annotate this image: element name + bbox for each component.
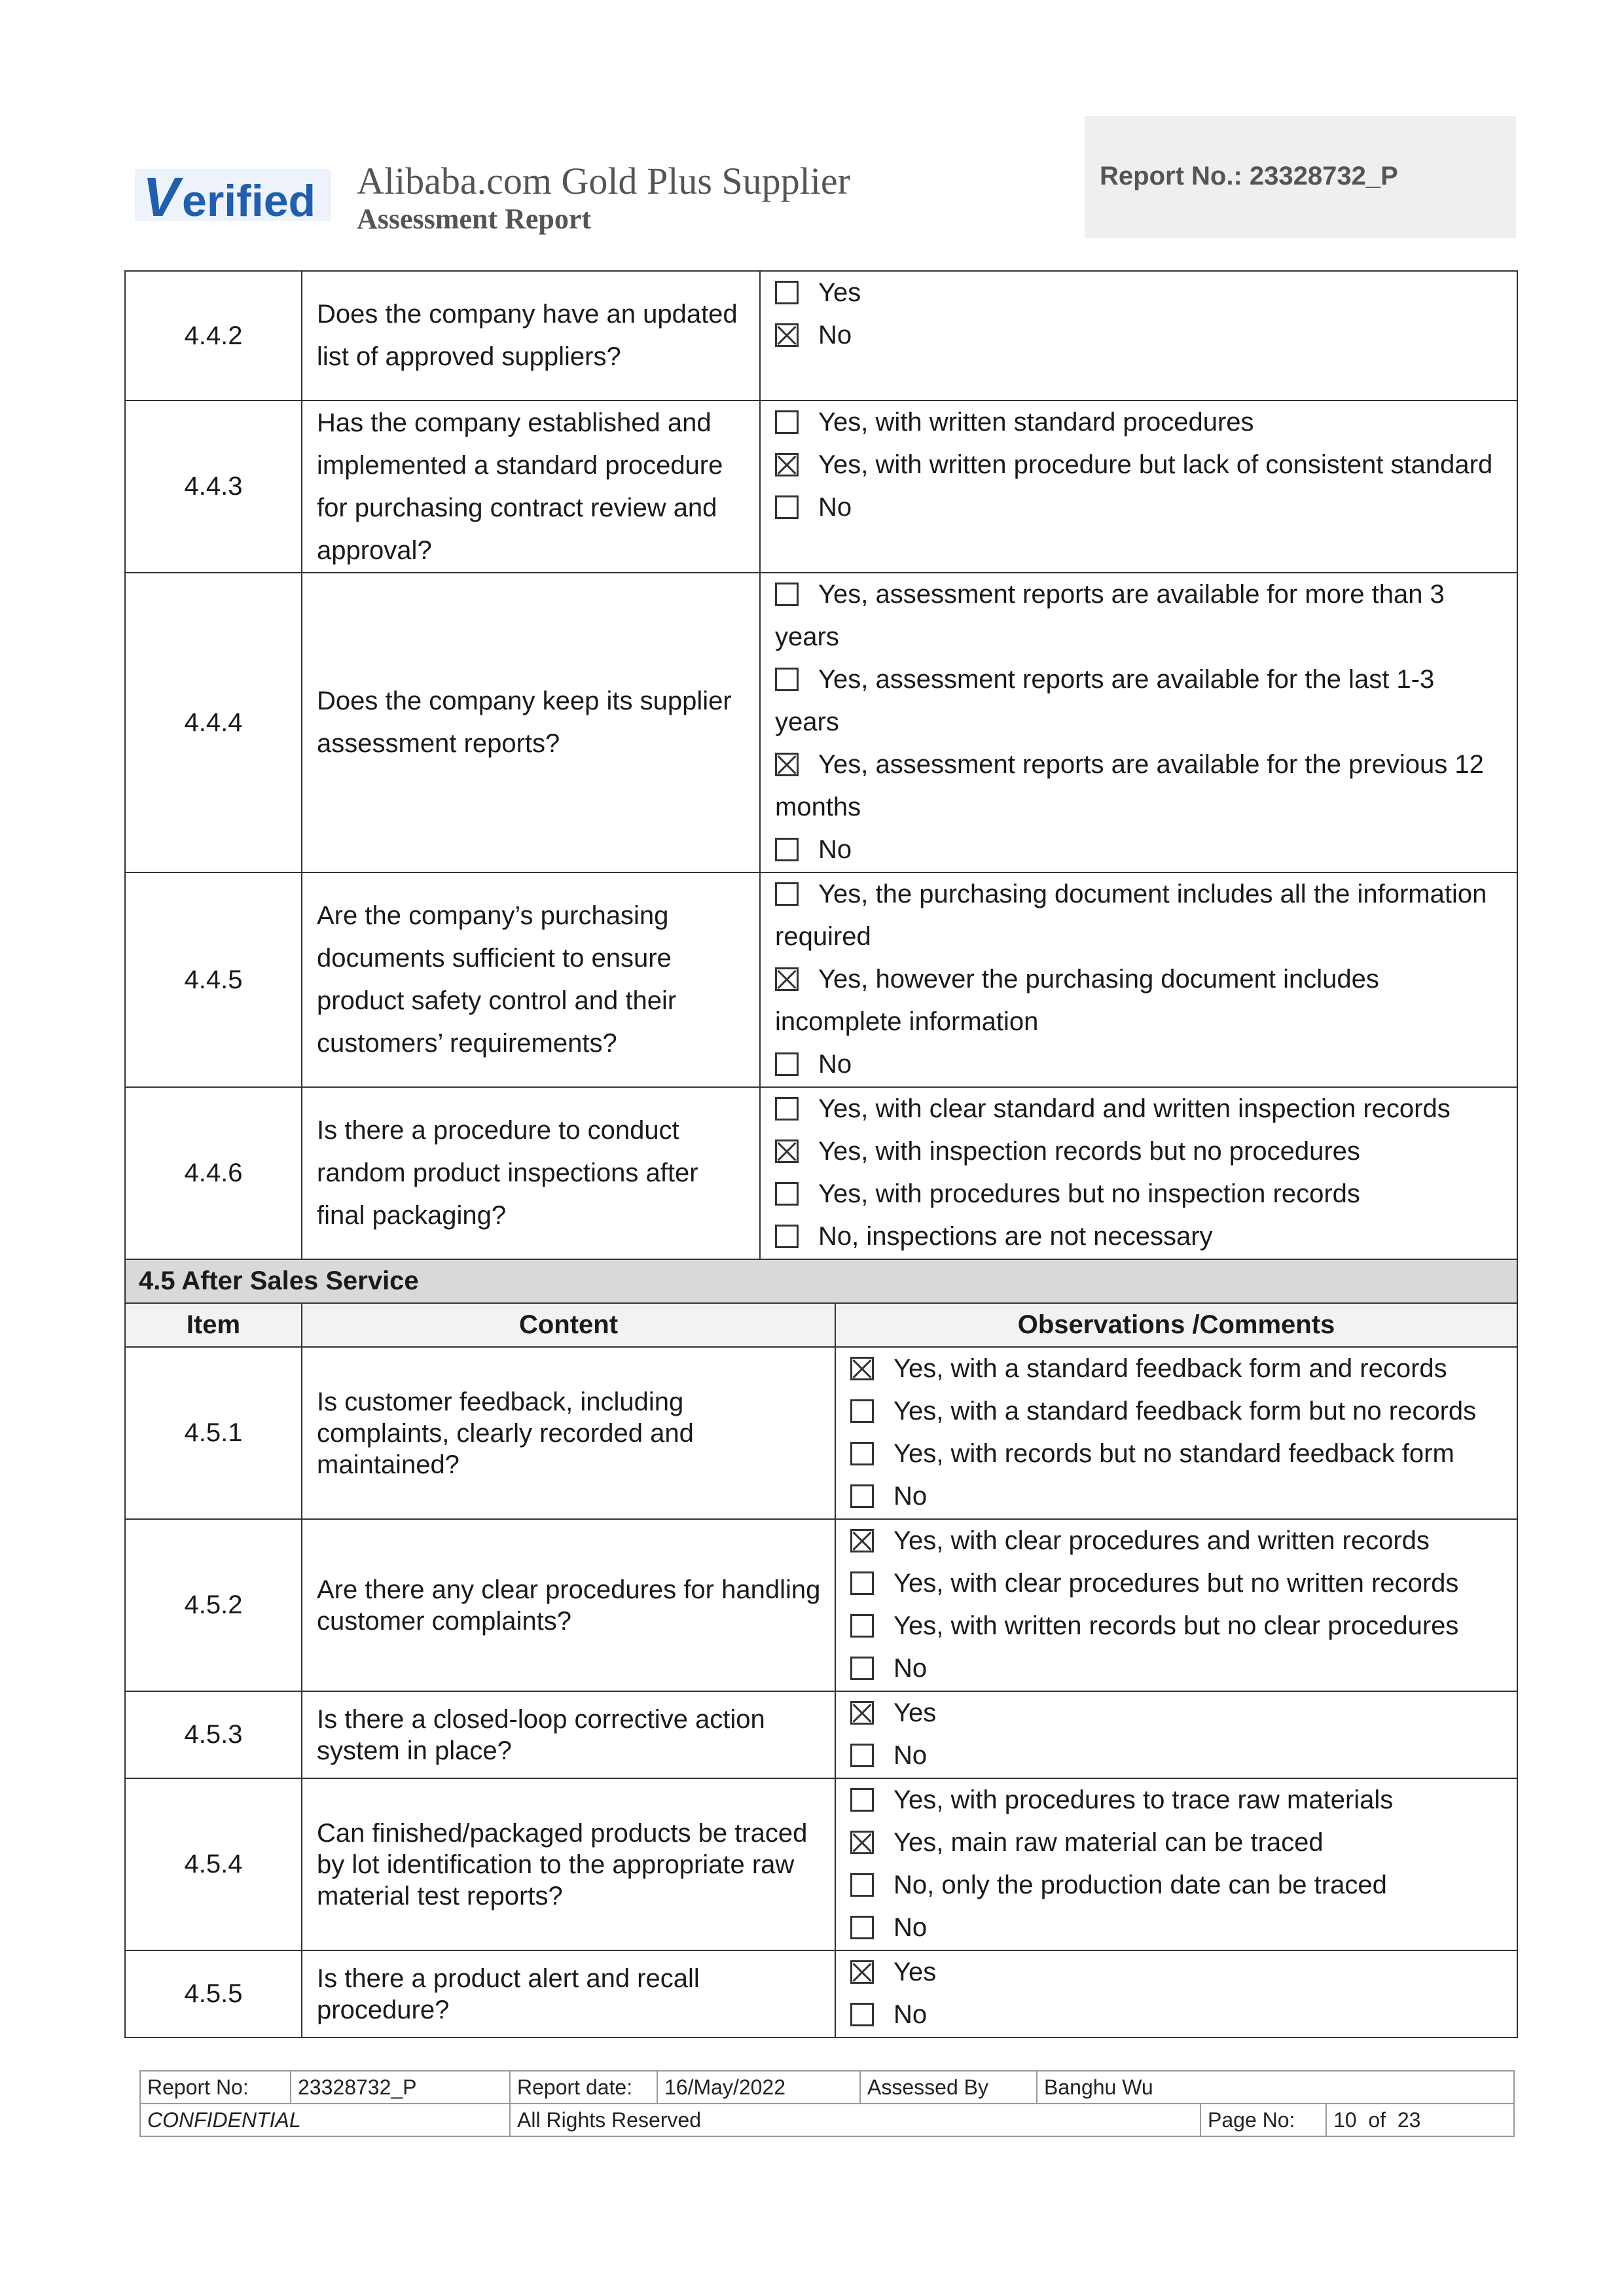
observations-cell bbox=[835, 1950, 1517, 2037]
option-line bbox=[850, 1475, 1505, 1518]
option-line bbox=[775, 658, 1505, 744]
question-text: Are there any clear procedures for handling customer complaints? bbox=[302, 1519, 835, 1691]
option-line bbox=[775, 873, 1505, 958]
option-line bbox=[850, 1907, 1505, 1949]
svg-text:erified: erified bbox=[182, 176, 316, 226]
checked-checkbox-icon[interactable] bbox=[850, 1701, 874, 1725]
observations-cell bbox=[760, 573, 1517, 872]
option-label: Yes, with records but no standard feedback form bbox=[893, 1439, 1454, 1468]
option-line bbox=[850, 1562, 1505, 1605]
checked-checkbox-icon[interactable] bbox=[850, 1831, 874, 1854]
option-label: Yes bbox=[893, 1958, 937, 1986]
checkbox-icon[interactable] bbox=[850, 1571, 874, 1595]
option-label: Yes, with written standard procedures bbox=[818, 408, 1254, 437]
option-line bbox=[775, 1215, 1505, 1258]
option-label: Yes, assessment reports are available for the previous 12 months bbox=[775, 750, 1484, 821]
question-text: Can finished/packaged products be traced by lot identification to the appropriate raw material test reports? bbox=[302, 1778, 835, 1950]
option-line bbox=[775, 573, 1505, 658]
option-line bbox=[850, 1692, 1505, 1734]
option-label: Yes, however the purchasing document includes incomplete information bbox=[775, 965, 1379, 1036]
question-text: Is there a procedure to conduct random product inspections after final packaging? bbox=[302, 1087, 760, 1259]
item-number: 4.4.2 bbox=[125, 271, 302, 401]
report-number: Report No.: 23328732_P bbox=[1100, 162, 1398, 190]
item-number: 4.5.4 bbox=[125, 1778, 302, 1950]
footer-confidential: CONFIDENTIAL bbox=[140, 2104, 510, 2136]
option-label: Yes, with a standard feedback form and records bbox=[893, 1354, 1447, 1383]
observations-cell bbox=[835, 1691, 1517, 1778]
option-label: No bbox=[818, 321, 852, 350]
observations-cell bbox=[835, 1519, 1517, 1691]
option-label: Yes, with clear standard and written inspection records bbox=[818, 1094, 1451, 1123]
checked-checkbox-icon[interactable] bbox=[775, 753, 799, 776]
table-row bbox=[125, 401, 1517, 573]
option-label: No, only the production date can be traced bbox=[893, 1871, 1387, 1899]
report-title: Alibaba.com Gold Plus Supplier bbox=[357, 160, 850, 202]
option-label: No bbox=[818, 493, 852, 522]
item-number: 4.4.5 bbox=[125, 872, 302, 1087]
checked-checkbox-icon[interactable] bbox=[775, 453, 799, 476]
option-line bbox=[850, 1734, 1505, 1777]
footer-report-date-value: 16/May/2022 bbox=[657, 2071, 860, 2104]
checkbox-icon[interactable] bbox=[850, 1744, 874, 1767]
option-label: No bbox=[818, 835, 852, 864]
option-label: Yes, with clear procedures and written records bbox=[893, 1526, 1430, 1555]
option-label: Yes bbox=[818, 278, 861, 307]
item-number: 4.5.5 bbox=[125, 1950, 302, 2037]
item-number: 4.5.2 bbox=[125, 1519, 302, 1691]
section-header-row bbox=[125, 1259, 1517, 1303]
observations-cell bbox=[760, 1087, 1517, 1259]
option-label: No bbox=[893, 1482, 928, 1511]
option-line bbox=[850, 1647, 1505, 1690]
question-text: Does the company keep its supplier assessment reports? bbox=[302, 573, 760, 872]
option-label: No bbox=[893, 1741, 928, 1770]
footer-report-date-label: Report date: bbox=[510, 2071, 657, 2104]
option-line bbox=[775, 958, 1505, 1043]
table-row bbox=[125, 1087, 1517, 1259]
footer-page-no-value: 10 of 23 bbox=[1326, 2104, 1514, 2136]
option-label: Yes, assessment reports are available for more than 3 years bbox=[775, 580, 1445, 651]
checked-checkbox-icon[interactable] bbox=[775, 967, 799, 991]
option-label: Yes, with written records but no clear procedures bbox=[893, 1611, 1459, 1640]
option-line bbox=[850, 1951, 1505, 1994]
option-line bbox=[850, 1994, 1505, 2036]
option-line bbox=[775, 314, 1505, 357]
report-title-block bbox=[357, 160, 850, 236]
checked-checkbox-icon[interactable] bbox=[850, 1357, 874, 1380]
table-row bbox=[125, 1347, 1517, 1519]
observations-cell bbox=[835, 1347, 1517, 1519]
question-text: Has the company established and implemented a standard procedure for purchasing contract review and approval? bbox=[302, 401, 760, 573]
option-line bbox=[850, 1520, 1505, 1562]
checkbox-icon[interactable] bbox=[775, 1182, 799, 1206]
table-row bbox=[125, 1950, 1517, 2037]
observations-cell bbox=[835, 1778, 1517, 1950]
table-row bbox=[125, 573, 1517, 872]
option-line bbox=[850, 1390, 1505, 1433]
question-text: Does the company have an updated list of approved suppliers? bbox=[302, 271, 760, 401]
option-line bbox=[775, 1130, 1505, 1173]
checkbox-icon[interactable] bbox=[775, 495, 799, 519]
option-line bbox=[775, 1043, 1505, 1086]
option-label: No bbox=[818, 1050, 852, 1079]
option-line bbox=[775, 1088, 1505, 1130]
option-label: Yes, with clear procedures but no written records bbox=[893, 1569, 1459, 1598]
observations-cell bbox=[760, 401, 1517, 573]
page-footer bbox=[139, 2070, 1515, 2137]
option-label: Yes, with written procedure but lack of consistent standard bbox=[818, 450, 1493, 479]
checkbox-icon[interactable] bbox=[850, 1614, 874, 1638]
checked-checkbox-icon[interactable] bbox=[850, 1529, 874, 1552]
table-row bbox=[125, 872, 1517, 1087]
option-line bbox=[775, 272, 1505, 314]
option-line bbox=[850, 1864, 1505, 1907]
section-title: 4.5 After Sales Service bbox=[125, 1259, 1517, 1303]
item-number: 4.5.1 bbox=[125, 1347, 302, 1519]
item-number: 4.4.6 bbox=[125, 1087, 302, 1259]
item-number: 4.4.4 bbox=[125, 573, 302, 872]
checkbox-icon[interactable] bbox=[850, 1442, 874, 1465]
question-text: Are the company’s purchasing documents sufficient to ensure product safety control and their customers’ requirements? bbox=[302, 872, 760, 1087]
option-label: Yes, with inspection records but no procedures bbox=[818, 1137, 1360, 1166]
table-row bbox=[125, 1691, 1517, 1778]
column-header-row bbox=[125, 1303, 1517, 1347]
table-row bbox=[125, 1778, 1517, 1950]
column-header-content: Content bbox=[302, 1303, 835, 1347]
option-label: No, inspections are not necessary bbox=[818, 1222, 1213, 1251]
verified-logo bbox=[135, 156, 331, 234]
item-number: 4.4.3 bbox=[125, 401, 302, 573]
checkbox-icon[interactable] bbox=[850, 1873, 874, 1897]
question-text: Is customer feedback, including complaints, clearly recorded and maintained? bbox=[302, 1347, 835, 1519]
column-header-item: Item bbox=[125, 1303, 302, 1347]
checkbox-icon[interactable] bbox=[775, 281, 799, 304]
option-label: No bbox=[893, 1913, 928, 1942]
table-row bbox=[125, 1519, 1517, 1691]
item-number: 4.5.3 bbox=[125, 1691, 302, 1778]
question-text: Is there a product alert and recall procedure? bbox=[302, 1950, 835, 2037]
question-text: Is there a closed-loop corrective action system in place? bbox=[302, 1691, 835, 1778]
option-label: No bbox=[893, 2000, 928, 2029]
option-line bbox=[775, 486, 1505, 529]
option-line bbox=[850, 1821, 1505, 1864]
footer-assessed-by-value: Banghu Wu bbox=[1037, 2071, 1514, 2104]
option-line bbox=[775, 444, 1505, 486]
report-number-box bbox=[1085, 116, 1516, 238]
option-label: Yes bbox=[893, 1698, 937, 1727]
checked-checkbox-icon[interactable] bbox=[850, 1960, 874, 1984]
checkbox-icon[interactable] bbox=[850, 2003, 874, 2026]
footer-page-no-label: Page No: bbox=[1200, 2104, 1326, 2136]
option-line bbox=[775, 829, 1505, 871]
checkbox-icon[interactable] bbox=[850, 1657, 874, 1680]
footer-assessed-by-label: Assessed By bbox=[860, 2071, 1037, 2104]
table-row bbox=[125, 271, 1517, 401]
option-label: Yes, with procedures but no inspection records bbox=[818, 1179, 1360, 1208]
footer-report-no-value: 23328732_P bbox=[291, 2071, 510, 2104]
checkbox-icon[interactable] bbox=[775, 1097, 799, 1121]
option-line bbox=[775, 1173, 1505, 1215]
option-line bbox=[850, 1605, 1505, 1647]
option-line bbox=[850, 1433, 1505, 1475]
checked-checkbox-icon[interactable] bbox=[775, 323, 799, 347]
checkbox-icon[interactable] bbox=[775, 882, 799, 906]
checkbox-icon[interactable] bbox=[850, 1484, 874, 1508]
checkbox-icon[interactable] bbox=[850, 1916, 874, 1939]
checkbox-icon[interactable] bbox=[775, 583, 799, 606]
checkbox-icon[interactable] bbox=[775, 410, 799, 434]
checkbox-icon[interactable] bbox=[775, 668, 799, 691]
option-line bbox=[850, 1779, 1505, 1821]
checkbox-icon[interactable] bbox=[850, 1788, 874, 1812]
observations-cell bbox=[760, 271, 1517, 401]
option-label: Yes, assessment reports are available for the last 1-3 years bbox=[775, 665, 1435, 736]
footer-report-no-label: Report No: bbox=[140, 2071, 291, 2104]
checkbox-icon[interactable] bbox=[775, 1225, 799, 1248]
checkbox-icon[interactable] bbox=[850, 1399, 874, 1423]
assessment-table bbox=[124, 270, 1518, 2038]
option-label: Yes, with procedures to trace raw materials bbox=[893, 1785, 1394, 1814]
checkbox-icon[interactable] bbox=[775, 1052, 799, 1076]
option-line bbox=[775, 744, 1505, 829]
option-label: No bbox=[893, 1654, 928, 1683]
checked-checkbox-icon[interactable] bbox=[775, 1139, 799, 1163]
report-subtitle: Assessment Report bbox=[357, 203, 592, 235]
checkbox-icon[interactable] bbox=[775, 838, 799, 861]
svg-text:V: V bbox=[143, 166, 180, 228]
option-line bbox=[775, 401, 1505, 444]
option-line bbox=[850, 1348, 1505, 1390]
observations-cell bbox=[760, 872, 1517, 1087]
option-label: Yes, the purchasing document includes all the information required bbox=[775, 880, 1487, 951]
footer-rights: All Rights Reserved bbox=[510, 2104, 1200, 2136]
column-header-observations: Observations /Comments bbox=[835, 1303, 1517, 1347]
option-label: Yes, with a standard feedback form but no records bbox=[893, 1397, 1477, 1426]
option-label: Yes, main raw material can be traced bbox=[893, 1828, 1324, 1857]
